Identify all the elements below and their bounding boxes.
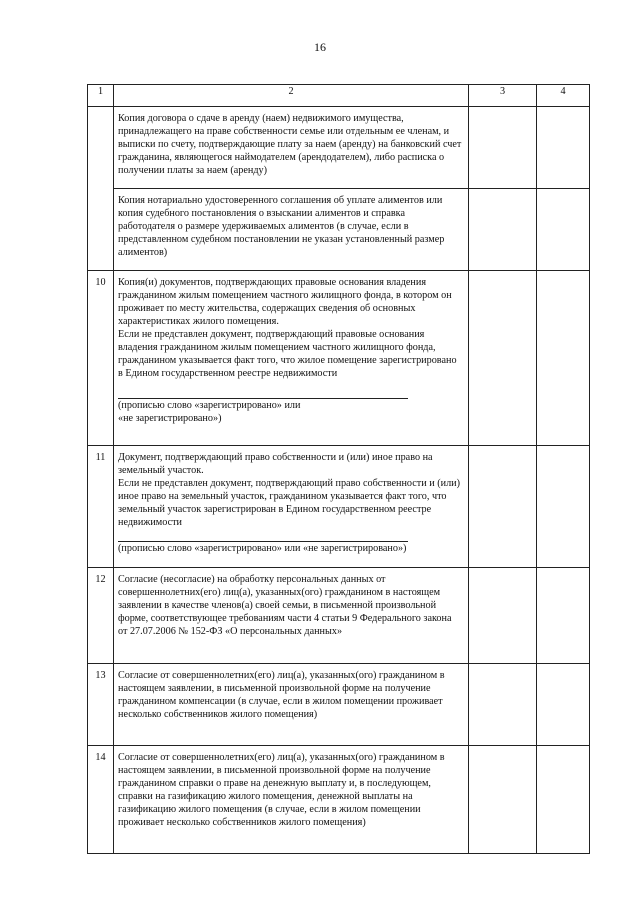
table-row [88,446,590,568]
table-row [88,746,590,854]
row-text-paragraph: Документ, подтверждающий право собственности и (или) иное право на земельный участок. [118,452,433,476]
row-text [114,568,469,664]
fill-in-note: «не зарегистрировано») [118,413,222,424]
row-text [114,107,469,189]
row-text-paragraph: Согласие (несогласие) на обработку персональных данных от совершеннолетних(его) лиц(а), указанных(ого) гражданином в настоящем заявлении в качестве членов(а) своей семьи, в письменной произвольной форме, соответствующее требованиям части 4 статьи 9 Федерального закона от 27.07.2006 № 152-ФЗ «О персональных данных» [118,574,452,637]
row-cell-4 [537,107,590,189]
row-cell-4 [537,446,590,568]
row-cell-3 [469,107,537,189]
table-row [88,107,590,189]
table-row [88,189,590,271]
page-number: 16 [314,40,326,54]
row-cell-4 [537,568,590,664]
row-cell-3 [469,189,537,271]
row-cell-4 [537,189,590,271]
documents-table [87,84,590,854]
table-row [88,664,590,746]
table-header-row [88,85,590,107]
row-number: 11 [88,446,114,568]
row-number: 12 [88,568,114,664]
header-cell: 3 [469,85,537,107]
row-number: 10 [88,271,114,446]
table-row [88,568,590,664]
header-cell: 1 [88,85,114,107]
row-cell-4 [537,664,590,746]
fill-in-note: (прописью слово «зарегистрировано» или [118,400,301,411]
table-row [88,271,590,446]
fill-in-line [118,388,408,399]
row-text-paragraph: Если не представлен документ, подтверждающий право собственности и (или) иное право на земельный участок, гражданином указывается факт того, что земельный участок зарегистрирован в Едином государственном реестре недвижимости [118,478,460,528]
row-number: 14 [88,746,114,854]
row-text [114,271,469,446]
row-text-paragraph: Копия нотариально удостоверенного соглашения об уплате алиментов или копия судебного постановления о взыскании алиментов и справка работодателя о размере удерживаемых алиментов (в случае, если в представленном судебном постановлении не указан установленный размер алиментов) [118,195,445,258]
row-text [114,446,469,568]
row-text [114,189,469,271]
row-cell-3 [469,746,537,854]
row-cell-3 [469,664,537,746]
row-number: 13 [88,664,114,746]
row-text-paragraph: Копия договора о сдаче в аренду (наем) недвижимого имущества, принадлежащего на праве собственности семье или отдельным ее членам, и выписки по счету, подтверждающие плату за наем (аренду) на банковский счет гражданина, являющегося наймодателем (арендодателем), либо расписка о получении платы за наем (аренду) [118,113,462,176]
row-text-paragraph: Согласие от совершеннолетних(его) лиц(а), указанных(ого) гражданином в настоящем заявлении, в письменной произвольной форме на получение гражданином компенсации (в случае, если в жилом помещении проживает несколько собственников жилого помещения) [118,670,445,720]
row-number [88,107,114,271]
header-cell: 2 [114,85,469,107]
row-cell-4 [537,746,590,854]
row-cell-4 [537,271,590,446]
row-text-paragraph: Согласие от совершеннолетних(его) лиц(а), указанных(ого) гражданином в настоящем заявлении, в письменной произвольной форме на получение гражданином справки о праве на денежную выплату и, в последующем, справки на газификацию жилого помещения, денежной выплаты на газификацию жилого помещения (в случае, если в жилом помещении проживает несколько собственников жилого помещения) [118,752,445,828]
fill-in-line [118,531,408,542]
row-cell-3 [469,271,537,446]
row-text [114,664,469,746]
row-cell-3 [469,446,537,568]
row-text-paragraph: Копия(и) документов, подтверждающих правовые основания владения гражданином жилым помещением частного жилищного фонда, в котором он проживает по месту жительства, содержащих сведения об основных характеристиках жилого помещения. [118,277,452,327]
row-text [114,746,469,854]
row-text-paragraph: Если не представлен документ, подтверждающий правовые основания владения гражданином жилым помещением частного жилищного фонда, гражданином указывается факт того, что жилое помещение зарегистрировано в Едином государственном реестре недвижимости [118,329,457,379]
header-cell: 4 [537,85,590,107]
row-cell-3 [469,568,537,664]
fill-in-note: (прописью слово «зарегистрировано» или «не зарегистрировано») [118,543,407,554]
